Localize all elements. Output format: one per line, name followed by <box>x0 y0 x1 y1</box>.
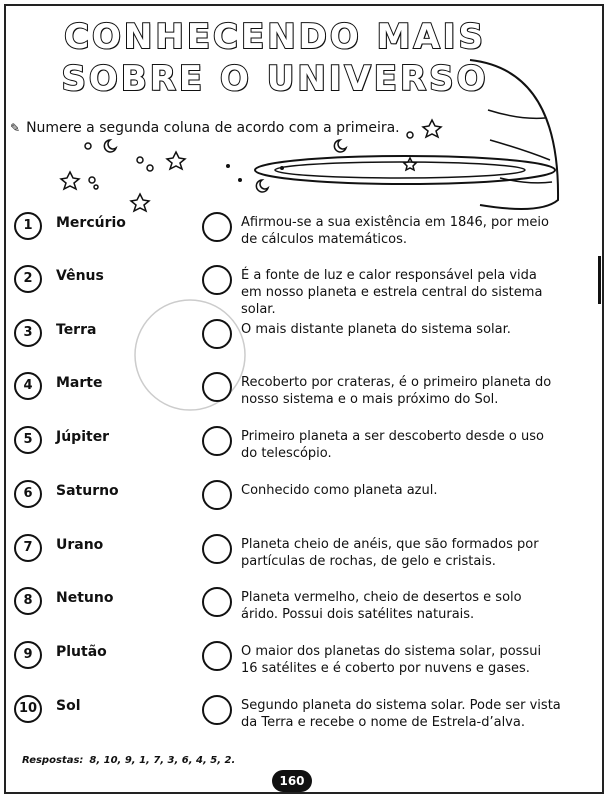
answer-circle[interactable] <box>202 212 232 242</box>
planet-description: Primeiro planeta a ser descoberto desde o uso do telescópio. <box>241 429 544 461</box>
answer-circle[interactable] <box>202 695 232 725</box>
planet-description: É a fonte de luz e calor responsável pela vida em nosso planeta e estrela central do sistema solar. <box>241 268 543 317</box>
item-number: 2 <box>14 265 42 293</box>
page-title <box>40 16 510 100</box>
planet-description: Recoberto por crateras, é o primeiro planeta do nosso sistema e o mais próximo do Sol. <box>241 375 552 407</box>
item-number: 4 <box>14 372 42 400</box>
answer-circle[interactable] <box>202 265 232 295</box>
list-item <box>14 641 574 691</box>
answer-circle[interactable] <box>202 319 232 349</box>
planet-description: O mais distante planeta do sistema solar. <box>241 322 511 337</box>
planet-description: Conhecido como planeta azul. <box>241 483 438 498</box>
planet-name: Vênus <box>56 268 104 284</box>
title-line-2: SOBRE O UNIVERSO <box>61 59 489 99</box>
answer-circle[interactable] <box>202 641 232 671</box>
planet-name: Sol <box>56 698 81 714</box>
item-number: 1 <box>14 212 42 240</box>
pencil-icon: ✎ <box>10 121 21 135</box>
list-item <box>14 695 574 745</box>
answer-circle[interactable] <box>202 426 232 456</box>
planet-description: Segundo planeta do sistema solar. Pode ser vista da Terra e recebe o nome de Estrela-d’alva. <box>241 698 561 730</box>
list-item <box>14 587 574 637</box>
item-number: 5 <box>14 426 42 454</box>
answer-circle[interactable] <box>202 534 232 564</box>
planet-name: Netuno <box>56 590 114 606</box>
planet-name: Plutão <box>56 644 107 660</box>
planet-name: Mercúrio <box>56 215 126 231</box>
list-item <box>14 534 574 584</box>
list-item <box>14 480 574 530</box>
planet-name: Saturno <box>56 483 119 499</box>
planet-description: O maior dos planetas do sistema solar, possui 16 satélites e é coberto por nuvens e gases. <box>241 644 542 676</box>
answer-circle[interactable] <box>202 372 232 402</box>
item-number: 3 <box>14 319 42 347</box>
answer-key-label: Respostas: <box>22 755 84 766</box>
planet-name: Terra <box>56 322 97 338</box>
planet-description: Planeta vermelho, cheio de desertos e solo árido. Possui dois satélites naturais. <box>241 590 522 622</box>
list-item <box>14 426 574 476</box>
list-item <box>14 265 574 315</box>
planet-description: Afirmou-se a sua existência em 1846, por meio de cálculos matemáticos. <box>241 215 549 247</box>
answer-circle[interactable] <box>202 587 232 617</box>
list-item <box>14 372 574 422</box>
item-number: 8 <box>14 587 42 615</box>
edge-mark <box>598 256 601 304</box>
title-line-1: CONHECENDO MAIS <box>64 17 486 57</box>
planet-name: Júpiter <box>56 429 110 445</box>
planet-name: Marte <box>56 375 103 391</box>
item-number: 6 <box>14 480 42 508</box>
item-number: 10 <box>14 695 42 723</box>
item-number: 9 <box>14 641 42 669</box>
answer-key-values: 8, 10, 9, 1, 7, 3, 6, 4, 5, 2. <box>89 755 236 766</box>
page-number: 160 <box>272 770 312 792</box>
planet-name: Urano <box>56 537 104 553</box>
instruction <box>10 120 400 136</box>
answer-key <box>22 755 235 766</box>
answer-circle[interactable] <box>202 480 232 510</box>
planet-description: Planeta cheio de anéis, que são formados por partículas de rochas, de gelo e cristais. <box>241 537 539 569</box>
item-number: 7 <box>14 534 42 562</box>
list-item <box>14 212 574 262</box>
instruction-text: Numere a segunda coluna de acordo com a primeira. <box>26 120 400 136</box>
list-item <box>14 319 574 369</box>
